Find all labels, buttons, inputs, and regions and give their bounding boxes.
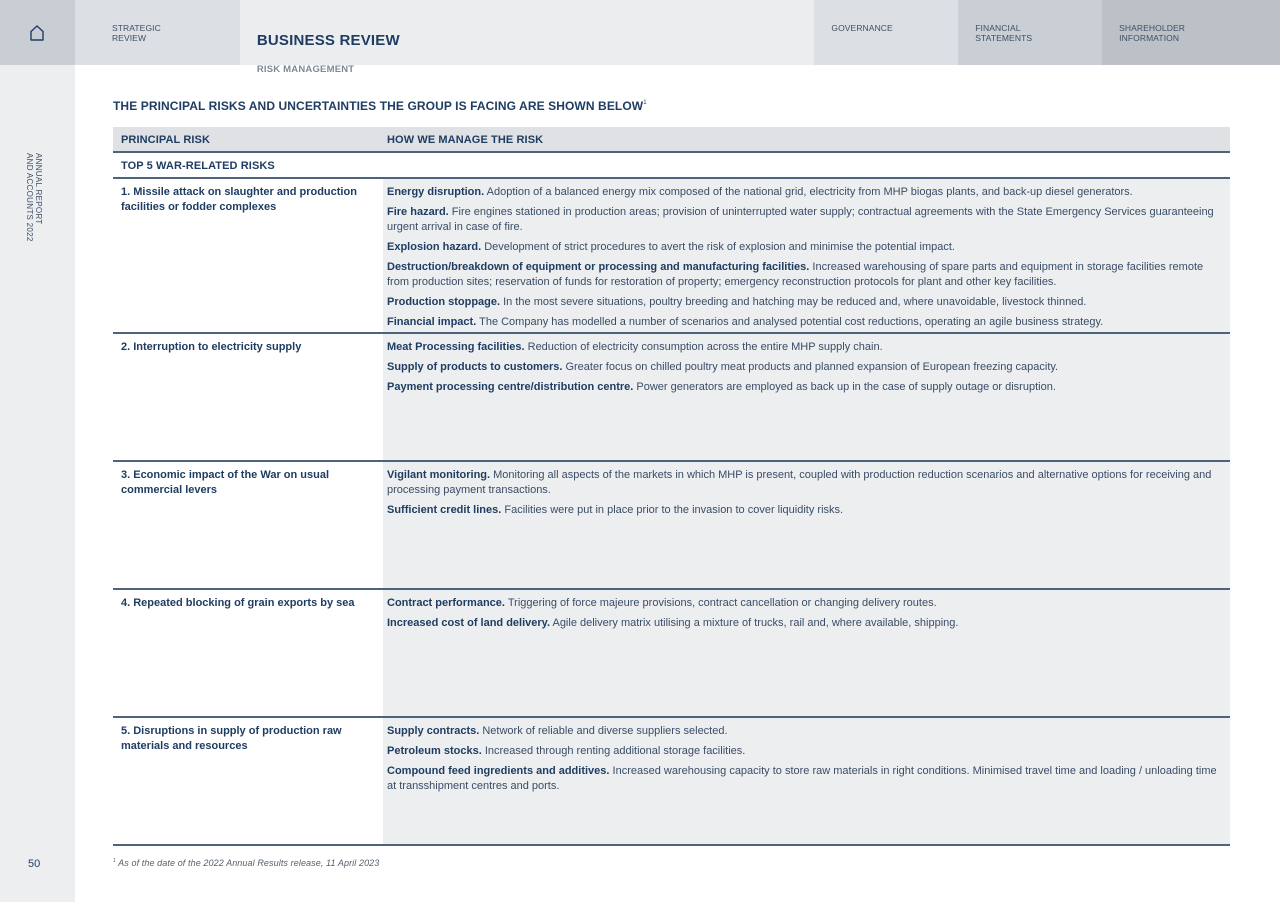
- report-label: ANNUAL REPORT AND ACCOUNTS 2022: [25, 153, 43, 242]
- mitigation-item: [387, 724, 1218, 739]
- principal-risk-cell: 1. Missile attack on slaughter and production facilities or fodder complexes: [121, 186, 357, 213]
- mitigation-text: Increased warehousing of spare parts and equipment in storage facilities remote from production sites; reservation of funds for restoration of property; emergency reconstruction protocols for plant and other key facilities.: [387, 261, 1204, 288]
- mitigation-item: [387, 260, 1218, 290]
- mitigation-text: Greater focus on chilled poultry meat products and planned expansion of European freezing capacity.: [562, 361, 1059, 373]
- mitigation-item: [387, 295, 1218, 310]
- mitigation-item: [387, 340, 1218, 355]
- mitigation-title: Supply of products to customers.: [387, 361, 563, 373]
- principal-risk-cell: 2. Interruption to electricity supply: [121, 341, 302, 353]
- table-row: [113, 179, 1230, 334]
- mitigation-item: [387, 503, 1218, 518]
- mitigation-title: Vigilant monitoring.: [387, 469, 491, 481]
- principal-risk-cell: 3. Economic impact of the War on usual commercial levers: [121, 469, 330, 496]
- table-body: [113, 179, 1230, 846]
- table-row: [113, 462, 1230, 590]
- mitigation-item: [387, 380, 1218, 395]
- risk-table: [113, 127, 1230, 846]
- mitigation-item: [387, 468, 1218, 498]
- column-header-principal-risk: PRINCIPAL RISK: [113, 127, 383, 151]
- home-button[interactable]: [0, 0, 75, 65]
- mitigation-text: Power generators are employed as back up in the case of supply outage or disruption.: [633, 381, 1056, 393]
- mitigation-text: Increased through renting additional storage facilities.: [481, 745, 746, 757]
- mitigation-title: Compound feed ingredients and additives.: [387, 765, 610, 777]
- section-title: BUSINESS REVIEW: [256, 32, 400, 49]
- home-icon: [30, 25, 44, 41]
- mitigation-title: Sufficient credit lines.: [387, 504, 502, 516]
- mitigation-title: Destruction/breakdown of equipment or processing and manufacturing facilities.: [387, 261, 810, 273]
- mitigation-title: Fire hazard.: [387, 206, 449, 218]
- principal-risk-cell: 4. Repeated blocking of grain exports by sea: [121, 597, 355, 609]
- nav-tab-financial-statements[interactable]: FINANCIAL STATEMENTS: [958, 0, 1102, 65]
- section-row-top-5: TOP 5 WAR-RELATED RISKS: [113, 153, 1230, 179]
- footnote-marker: 1: [113, 858, 116, 864]
- mitigation-item: [387, 185, 1218, 200]
- mitigation-title: Increased cost of land delivery.: [387, 617, 551, 629]
- heading-footnote-marker: 1: [643, 100, 647, 106]
- mitigation-item: [387, 764, 1218, 794]
- mitigation-item: [387, 596, 1218, 611]
- principal-risk-cell: 5. Disruptions in supply of production raw materials and resources: [121, 725, 342, 752]
- mitigation-text: Increased warehousing capacity to store raw materials in right conditions. Minimised travel time and loading / unloading time at transshipment centres and ports.: [387, 765, 1217, 792]
- footnote-text: As of the date of the 2022 Annual Results release, 11 April 2023: [115, 858, 380, 868]
- nav-tab-governance[interactable]: GOVERNANCE: [814, 0, 958, 65]
- nav-tab-strategic-review[interactable]: STRATEGIC REVIEW: [75, 0, 240, 65]
- column-header-how-we-manage: HOW WE MANAGE THE RISK: [383, 127, 1230, 151]
- mitigation-text: Development of strict procedures to avert the risk of explosion and minimise the potential impact.: [481, 241, 955, 253]
- mitigation-title: Payment processing centre/distribution centre.: [387, 381, 634, 393]
- footnote: [113, 858, 379, 868]
- page-number: 50: [28, 858, 41, 870]
- mitigation-text: In the most severe situations, poultry breeding and hatching may be reduced and, where unavoidable, livestock thinned.: [500, 296, 1087, 308]
- mitigation-item: [387, 315, 1218, 330]
- mitigation-text: Reduction of electricity consumption across the entire MHP supply chain.: [524, 341, 883, 353]
- table-row: [113, 334, 1230, 462]
- mitigation-title: Production stoppage.: [387, 296, 501, 308]
- mitigation-title: Explosion hazard.: [387, 241, 482, 253]
- mitigation-text: Adoption of a balanced energy mix composed of the national grid, electricity from MHP biogas plants, and back-up diesel generators.: [484, 186, 1133, 198]
- section-subtitle: RISK MANAGEMENT: [256, 64, 355, 75]
- mitigation-cell: [383, 462, 1230, 588]
- mitigation-text: Fire engines stationed in production areas; provision of uninterrupted water supply; contractual agreements with the State Emergency Services guaranteeing urgent arrival in case of fire.: [387, 206, 1214, 233]
- mitigation-text: The Company has modelled a number of scenarios and analysed potential cost reductions, operating an agile business strategy.: [476, 316, 1104, 328]
- page-heading: [113, 99, 647, 113]
- mitigation-title: Energy disruption.: [387, 186, 485, 198]
- mitigation-text: Network of reliable and diverse suppliers selected.: [479, 725, 728, 737]
- mitigation-item: [387, 616, 1218, 631]
- table-row: [113, 718, 1230, 846]
- mitigation-title: Contract performance.: [387, 597, 505, 609]
- mitigation-title: Meat Processing facilities.: [387, 341, 525, 353]
- nav-tab-shareholder-information[interactable]: SHAREHOLDER INFORMATION: [1102, 0, 1280, 65]
- mitigation-title: Financial impact.: [387, 316, 477, 328]
- mitigation-item: [387, 240, 1218, 255]
- mitigation-text: Agile delivery matrix utilising a mixture of trucks, rail and, where available, shipping.: [550, 617, 959, 629]
- heading-text: THE PRINCIPAL RISKS AND UNCERTAINTIES THE GROUP IS FACING ARE SHOWN BELOW: [113, 99, 644, 113]
- left-rail: [0, 65, 75, 902]
- mitigation-text: Facilities were put in place prior to the invasion to cover liquidity risks.: [501, 504, 844, 516]
- mitigation-item: [387, 205, 1218, 235]
- top-navigation: [0, 0, 1280, 75]
- table-row: [113, 590, 1230, 718]
- mitigation-cell: [383, 590, 1230, 716]
- mitigation-cell: [383, 718, 1230, 844]
- mitigation-item: [387, 744, 1218, 759]
- mitigation-item: [387, 360, 1218, 375]
- table-header: [113, 127, 1230, 153]
- nav-tab-business-review[interactable]: [240, 0, 815, 75]
- mitigation-cell: [383, 179, 1230, 332]
- mitigation-text: Monitoring all aspects of the markets in which MHP is present, coupled with production reduction scenarios and alternative options for receiving and processing payment transactions.: [387, 469, 1212, 496]
- mitigation-title: Petroleum stocks.: [387, 745, 482, 757]
- mitigation-text: Triggering of force majeure provisions, contract cancellation or changing delivery routes.: [504, 597, 937, 609]
- mitigation-title: Supply contracts.: [387, 725, 480, 737]
- mitigation-cell: [383, 334, 1230, 460]
